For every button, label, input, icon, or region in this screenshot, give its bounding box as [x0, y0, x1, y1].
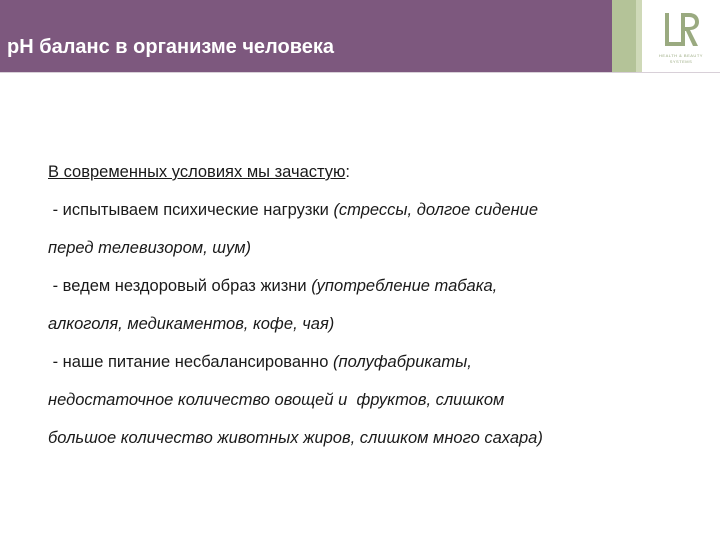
- list-item: [48, 351, 688, 389]
- slide-title: pH баланс в организме человека: [7, 36, 334, 58]
- intro-line: [48, 161, 688, 199]
- header-accent-stripe: [612, 0, 636, 72]
- item-dash: -: [48, 277, 63, 295]
- item-dash: -: [48, 353, 63, 371]
- list-item: [48, 199, 688, 237]
- item-text: испытываем психические нагрузки: [62, 201, 334, 219]
- item-detail: (полуфабрикаты,: [333, 353, 472, 371]
- header-bar: [0, 0, 612, 72]
- item-detail-continued: недостаточное количество овощей и фруктов, слишком: [48, 391, 505, 409]
- item-text: наше питание несбалансированно: [62, 353, 334, 371]
- brand-logo: [642, 0, 720, 72]
- item-detail-continued: алкоголя, медикаментов, кофе, чая): [48, 315, 335, 333]
- item-detail: (употребление табака,: [311, 277, 498, 295]
- logo-tagline-1: HEALTH & BEAUTY: [659, 53, 703, 58]
- item-text: ведем нездоровый образ жизни: [62, 277, 312, 295]
- intro-text: В современных условиях мы зачастую: [48, 163, 346, 181]
- item-detail-continued: большое количество животных жиров, слишком много сахара): [48, 429, 543, 447]
- header-divider: [0, 72, 720, 73]
- slide-body: [48, 161, 688, 465]
- item-dash: -: [48, 201, 63, 219]
- item-detail-continued: перед телевизором, шум): [48, 239, 252, 257]
- logo-tagline-2: SYSTEMS: [669, 59, 693, 64]
- list-item: [48, 275, 688, 313]
- lr-logo-icon: [661, 10, 701, 50]
- item-detail: (стрессы, долгое сидение: [333, 201, 539, 219]
- intro-colon: :: [345, 163, 350, 181]
